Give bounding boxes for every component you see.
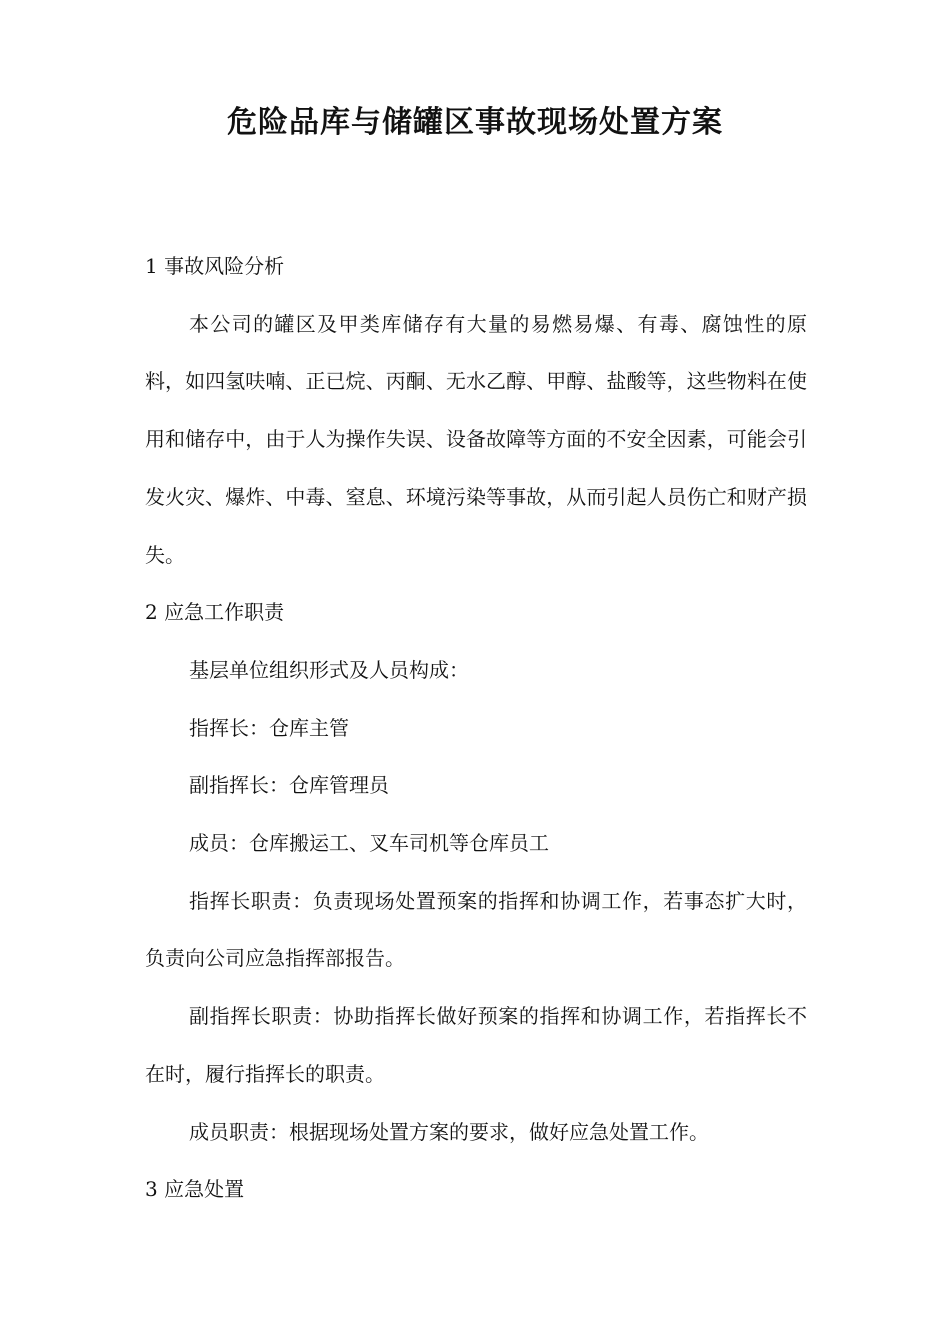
section-heading-1: 1 事故风险分析 — [145, 254, 285, 278]
document-body — [145, 238, 807, 1219]
paragraph-commander: 指挥长：仓库主管 — [189, 715, 349, 740]
paragraph-deputy-commander: 副指挥长：仓库管理员 — [189, 773, 389, 798]
section-heading-2: 2 应急工作职责 — [145, 600, 285, 625]
document-title: 危险品库与储罐区事故现场处置方案 — [227, 105, 723, 140]
paragraph-commander-duties: 指挥长职责：负责现场处置预案的指挥和协调工作，若事态扩大时，负责向公司应急指挥部报告。 — [145, 888, 807, 971]
paragraph-org-structure: 基层单位组织形式及人员构成： — [189, 657, 469, 682]
paragraph-risk-analysis: 本公司的罐区及甲类库储存有大量的易燃易爆、有毒、腐蚀性的原料，如四氢呋喃、正已烷、丙酮、无水乙醇、甲醇、盐酸等，这些物料在使用和储存中，由于人为操作失误、设备故障等方面的不安全因素，可能会引发火灾、爆炸、中毒、窒息、环境污染等事故，从而引起人员伤亡和财产损失。 — [145, 311, 807, 567]
paragraph-member-duties: 成员职责：根据现场处置方案的要求，做好应急处置工作。 — [189, 1119, 709, 1144]
paragraph-deputy-duties: 副指挥长职责：协助指挥长做好预案的指挥和协调工作，若指挥长不在时，履行指挥长的职责。 — [145, 1004, 807, 1086]
section-heading-3: 3 应急处置 — [145, 1177, 245, 1202]
paragraph-members: 成员：仓库搬运工、叉车司机等仓库员工 — [189, 831, 549, 856]
